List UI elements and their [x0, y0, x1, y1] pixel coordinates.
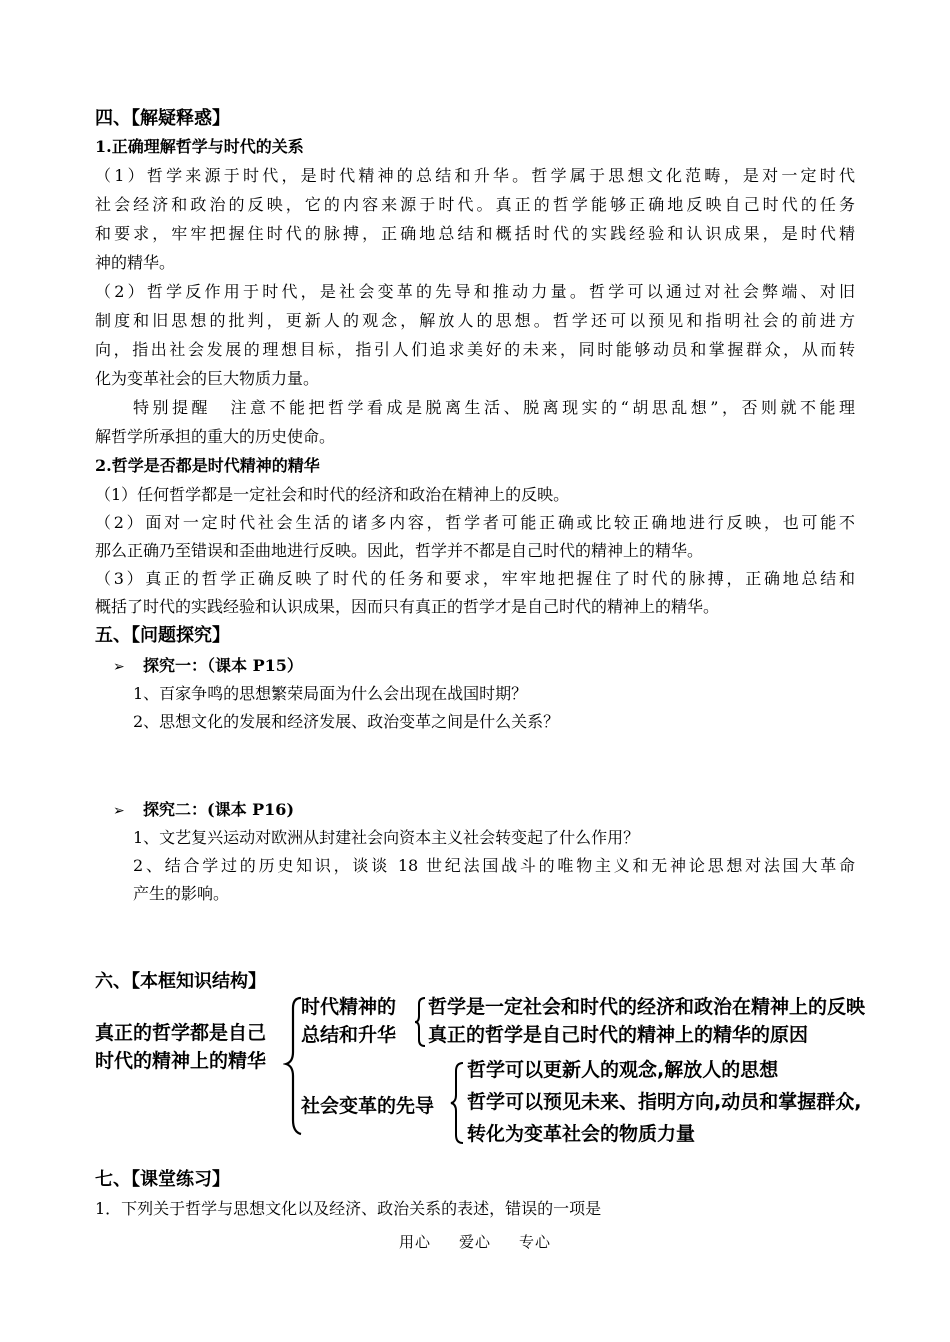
subheading-1: 1.正确理解哲学与时代的关系	[95, 137, 304, 156]
arrow-bullet-icon: ➢	[113, 803, 125, 819]
paragraph-line: 社会经济和政治的反映，它的内容来源于时代。真正的哲学能够正确地反映自己时代的任务	[95, 195, 855, 214]
diagram-root-line: 真正的哲学都是自己	[95, 1022, 267, 1044]
subheading-2: 2.哲学是否都是时代精神的精华	[95, 456, 320, 475]
paragraph-line: 那么正确乃至错误和歪曲地进行反映。因此，哲学并不都是自己时代的精神上的精华。	[95, 541, 704, 560]
section-5-title: 五、【问题探究】	[95, 625, 230, 646]
section-7-title: 七、【课堂练习】	[95, 1169, 230, 1190]
question-item: 1、文艺复兴运动对欧洲从封建社会向资本主义社会转变起了什么作用？	[133, 828, 640, 847]
diagram-branch-1-line: 时代精神的	[301, 996, 397, 1018]
paragraph-line: 制度和旧思想的批判，更新人的观念，解放人的思想。哲学还可以预见和指明社会的前进方	[95, 311, 855, 330]
question-item: 1、百家争鸣的思想繁荣局面为什么会出现在战国时期？	[133, 684, 528, 703]
tip-line: 特别提醒 注意不能把哲学看成是脱离生活、脱离现实的“胡思乱想”，否则就不能理	[133, 398, 855, 417]
question-item: 2、思想文化的发展和经济发展、政治变革之间是什么关系？	[133, 712, 560, 731]
tip-line: 解哲学所承担的重大的历史使命。	[95, 427, 336, 446]
inquiry-1-heading	[113, 652, 303, 681]
footer-text: 用心	[398, 1233, 431, 1251]
page-footer	[0, 1231, 950, 1252]
paragraph-line: （1）任何哲学都是一定社会和时代的经济和政治在精神上的反映。	[95, 485, 570, 504]
diagram-branch-1-item: 真正的哲学是自己时代的精神上的精华的原因	[428, 1024, 809, 1046]
paragraph-line: 和要求，牢牢把握住时代的脉搏，正确地总结和概括时代的实践经验和认识成果，是时代精	[95, 224, 855, 243]
branch-2-brace-icon	[449, 1060, 465, 1146]
exercise-question-1: 1．下列关于哲学与思想文化以及经济、政治关系的表述，错误的一项是	[95, 1199, 602, 1218]
paragraph-line: （1）哲学来源于时代，是时代精神的总结和升华。哲学属于思想文化范畴，是对一定时代	[95, 166, 855, 185]
paragraph-line: 向，指出社会发展的理想目标，指引人们追求美好的未来，同时能够动员和掌握群众，从而转	[95, 340, 855, 359]
diagram-branch-2-label: 社会变革的先导	[301, 1095, 435, 1117]
diagram-branch-1-item: 哲学是一定社会和时代的经济和政治在精神上的反映	[428, 996, 866, 1018]
diagram-root-line: 时代的精神上的精华	[95, 1050, 267, 1072]
inquiry-2-title: 探究二：(课本 P16)	[143, 800, 295, 819]
footer-text: 爱心	[458, 1233, 491, 1251]
paragraph-line: 神的精华。	[95, 253, 176, 272]
paragraph-line: 化为变革社会的巨大物质力量。	[95, 369, 320, 388]
footer-text: 专心	[519, 1233, 552, 1251]
diagram-branch-2-item: 转化为变革社会的物质力量	[467, 1123, 696, 1145]
diagram-branch-2-item: 哲学可以预见未来、指明方向,动员和掌握群众,	[467, 1091, 862, 1113]
section-4-title: 四、【解疑释惑】	[95, 108, 230, 129]
inquiry-1-title: 探究一：（课本 P15）	[143, 656, 303, 675]
knowledge-structure-diagram	[95, 988, 925, 1148]
paragraph-line: （3）真正的哲学正确反映了时代的任务和要求，牢牢地把握住了时代的脉搏，正确地总结和	[95, 569, 855, 588]
diagram-branch-1-line: 总结和升华	[301, 1024, 397, 1046]
section-6-title: 六、【本框知识结构】	[95, 971, 266, 992]
paragraph-line: （2）面对一定时代社会生活的诸多内容，哲学者可能正确或比较正确地进行反映，也可能不	[95, 513, 855, 532]
branch-1-brace-icon	[413, 996, 427, 1048]
inquiry-2-heading	[113, 796, 294, 825]
diagram-branch-2-item: 哲学可以更新人的观念,解放人的思想	[467, 1059, 779, 1081]
arrow-bullet-icon: ➢	[113, 659, 125, 675]
paragraph-line: 概括了时代的实践经验和认识成果，因而只有真正的哲学才是自己时代的精神上的精华。	[95, 597, 720, 616]
question-item: 2、结合学过的历史知识，谈谈 18 世纪法国战斗的唯物主义和无神论思想对法国大革命	[133, 856, 855, 875]
question-item: 产生的影响。	[133, 884, 230, 903]
paragraph-line: （2）哲学反作用于时代，是社会变革的先导和推动力量。哲学可以通过对社会弊端、对旧	[95, 282, 855, 301]
